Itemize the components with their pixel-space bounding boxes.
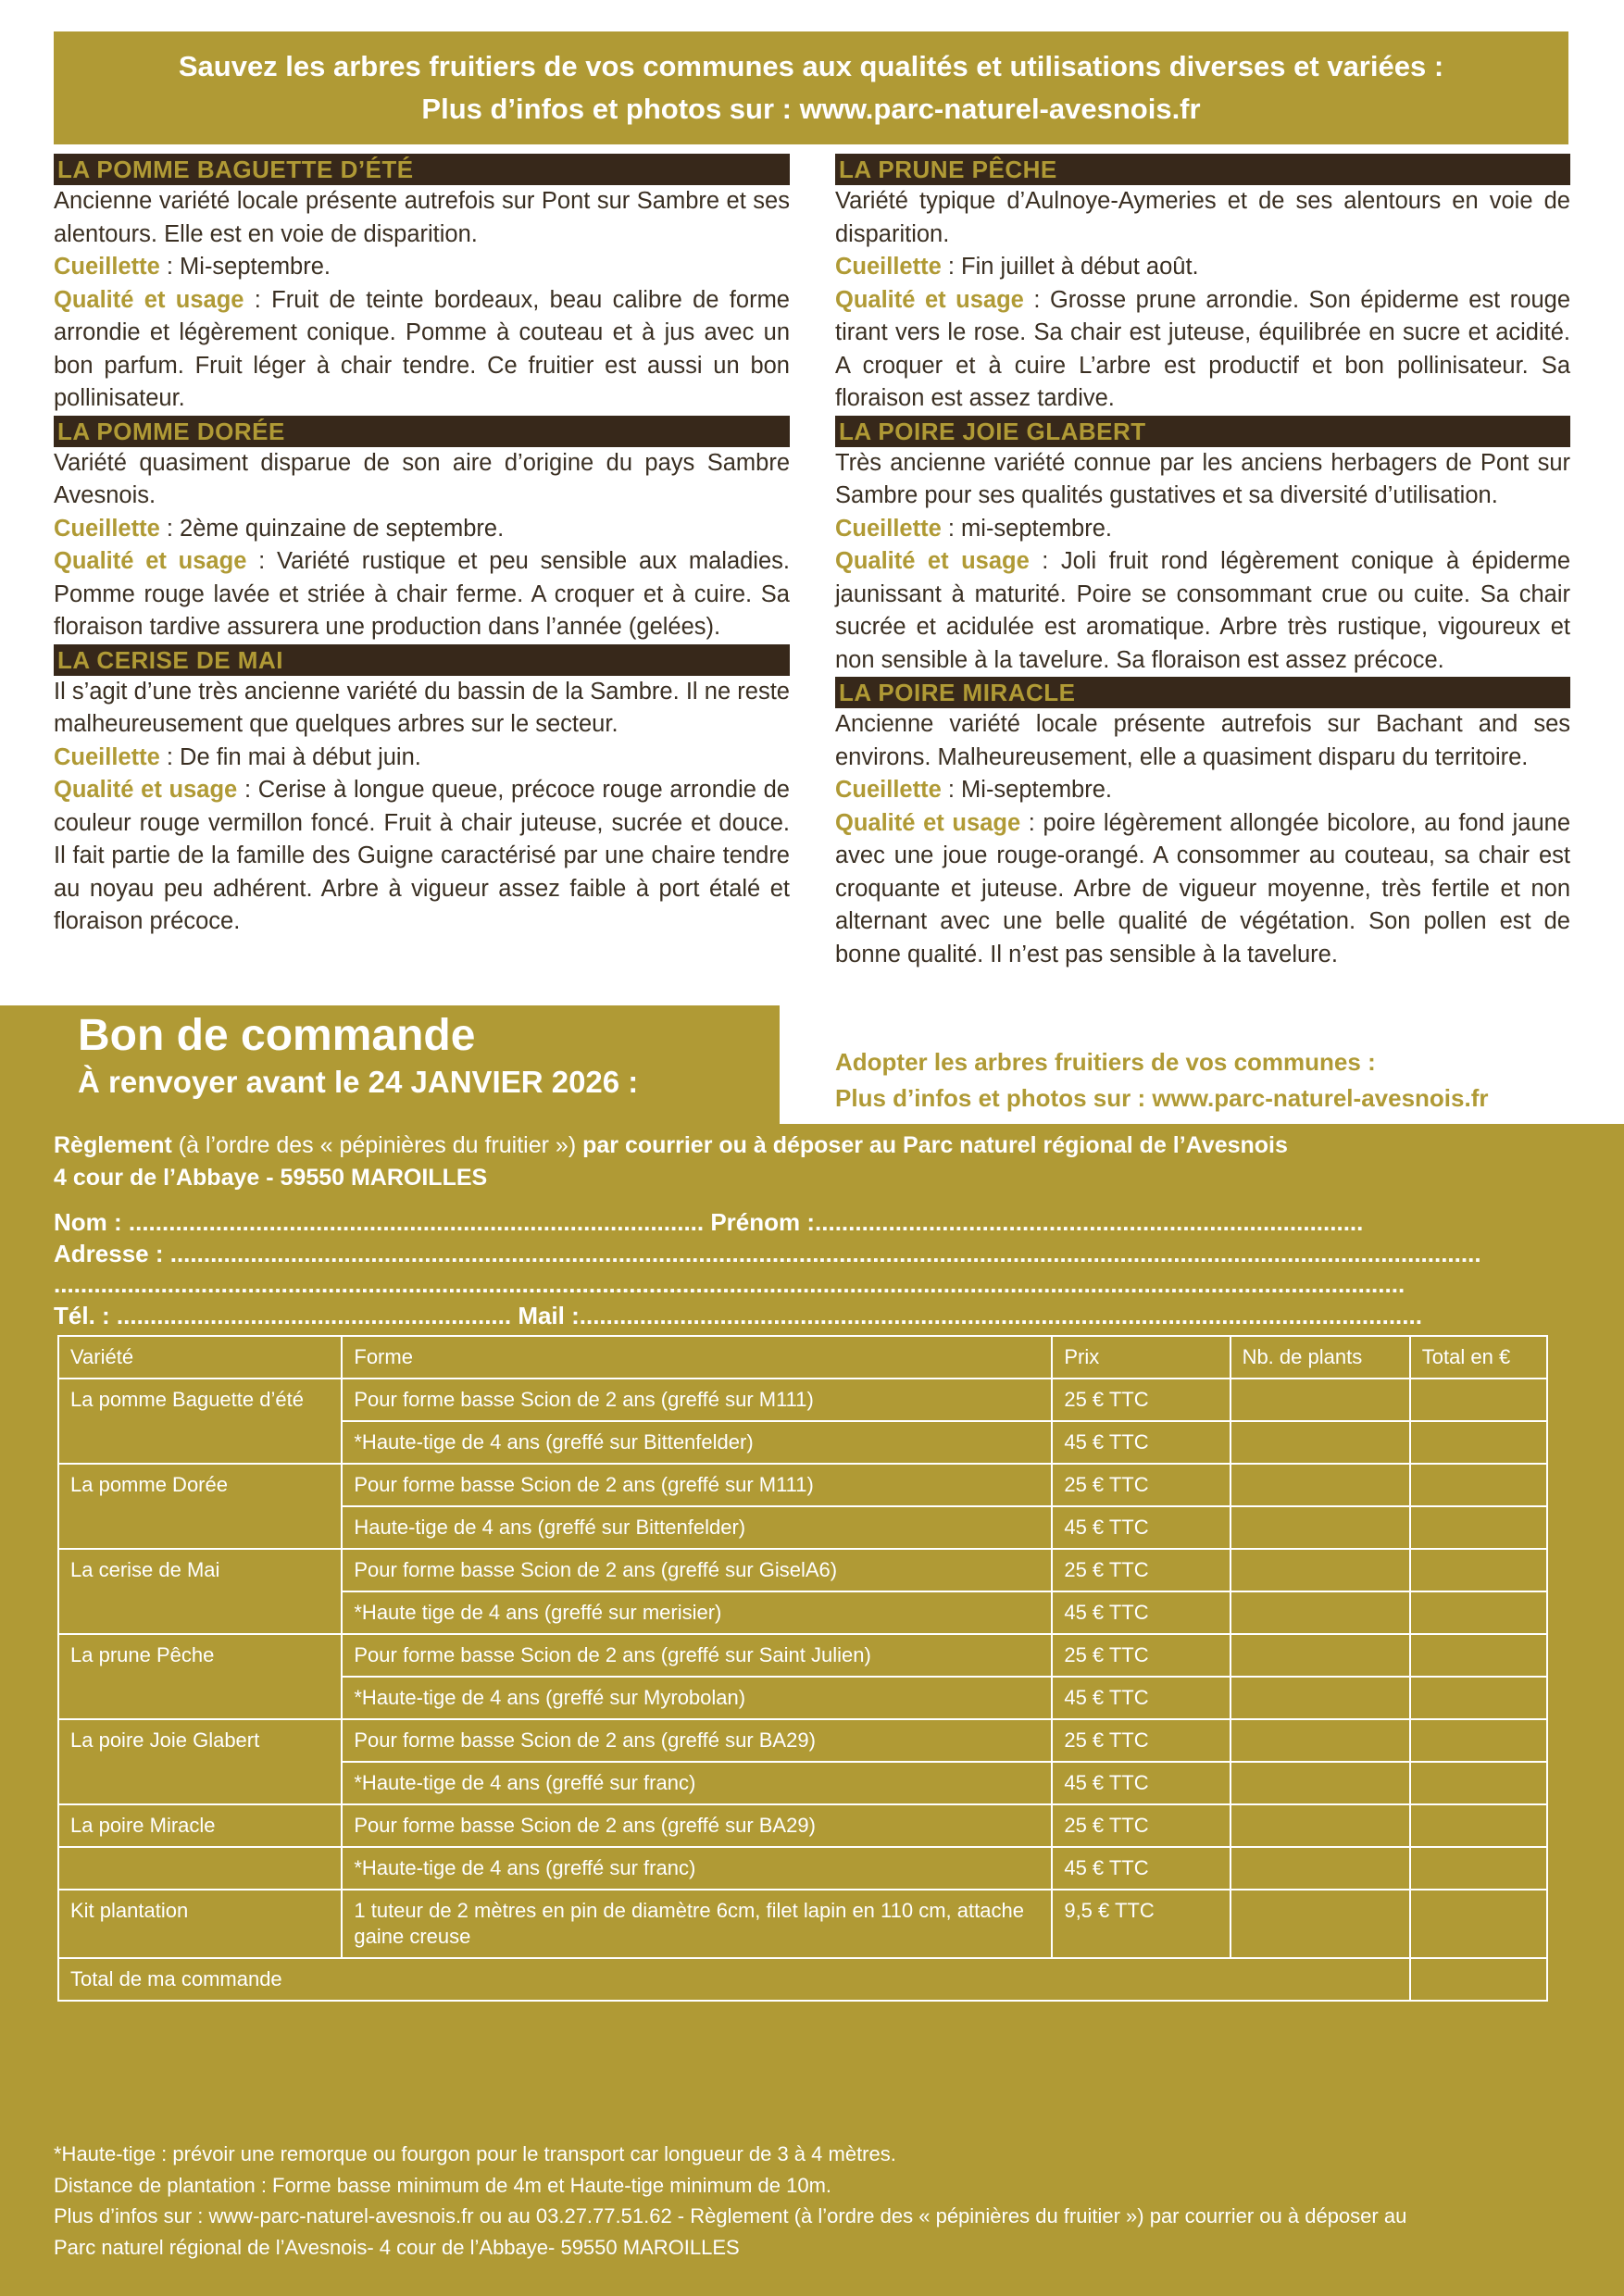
- cueillette-value: : Mi-septembre.: [941, 777, 1112, 803]
- section-title: LA POMME BAGUETTE D’ÉTÉ: [54, 154, 790, 185]
- nb-plants-cell[interactable]: [1230, 1506, 1410, 1549]
- nb-plants-cell[interactable]: [1230, 1890, 1410, 1958]
- table-row: [58, 1719, 1547, 1762]
- header-prix: Prix: [1052, 1336, 1230, 1379]
- total-cell[interactable]: [1410, 1677, 1547, 1719]
- prix-cell: 45 € TTC: [1052, 1847, 1230, 1890]
- adopt-line-1: Adopter les arbres fruitiers de vos communes :: [835, 1048, 1376, 1076]
- section-intro: Variété typique d’Aulnoye-Aymeries et de ses alentours en voie de disparition.: [835, 188, 1570, 247]
- forme-cell: *Haute tige de 4 ans (greffé sur merisier): [342, 1591, 1052, 1634]
- payment-line-1: [54, 1129, 1581, 1162]
- field-nom-prenom[interactable]: Nom : ...................................................................................... Prénom :..................................................................................: [54, 1208, 1364, 1236]
- total-cell[interactable]: [1410, 1421, 1547, 1464]
- section-title: LA CERISE DE MAI: [54, 644, 790, 676]
- section-title: LA PRUNE PÊCHE: [835, 154, 1570, 185]
- variete-cell: La poire Miracle: [58, 1804, 342, 1847]
- note-line: Parc naturel régional de l’Avesnois- 4 cour de l’Abbaye- 59550 MAROILLES: [54, 2235, 740, 2259]
- forme-cell: *Haute-tige de 4 ans (greffé sur franc): [342, 1847, 1052, 1890]
- cueillette-line: [54, 513, 790, 546]
- section-intro: Variété quasiment disparue de son aire d’origine du pays Sambre Avesnois.: [54, 449, 790, 508]
- variete-cell: La prune Pêche: [58, 1634, 342, 1719]
- total-cell[interactable]: [1410, 1719, 1547, 1762]
- table-row-kit: [58, 1890, 1547, 1958]
- variete-cell: Kit plantation: [58, 1890, 342, 1958]
- section-poire-miracle: [835, 677, 1570, 971]
- section-title: LA POIRE MIRACLE: [835, 677, 1570, 708]
- cueillette-line: [54, 251, 790, 284]
- forme-cell: Pour forme basse Scion de 2 ans (greffé sur BA29): [342, 1719, 1052, 1762]
- variete-cell: La pomme Baguette d’été: [58, 1379, 342, 1464]
- table-header-row: [58, 1336, 1547, 1379]
- variete-cell: La poire Joie Glabert: [58, 1719, 342, 1804]
- right-column: [835, 154, 1570, 971]
- adopt-line-2: Plus d’infos et photos sur : www.parc-naturel-avesnois.fr: [835, 1084, 1489, 1112]
- forme-cell: Pour forme basse Scion de 2 ans (greffé sur GiselA6): [342, 1549, 1052, 1591]
- total-cell[interactable]: [1410, 1634, 1547, 1677]
- prix-cell: 25 € TTC: [1052, 1719, 1230, 1762]
- order-deadline: À renvoyer avant le 24 JANVIER 2026 :: [78, 1065, 639, 1099]
- prix-cell: 25 € TTC: [1052, 1634, 1230, 1677]
- cueillette-value: : 2ème quinzaine de septembre.: [159, 515, 505, 542]
- adopt-notice: [835, 1044, 1488, 1117]
- section-prune-peche: [835, 154, 1570, 416]
- cueillette-value: : mi-septembre.: [941, 515, 1112, 542]
- table-row: [58, 1804, 1547, 1847]
- forme-cell: Pour forme basse Scion de 2 ans (greffé sur M111): [342, 1464, 1052, 1506]
- payment-order-to: (à l’ordre des « pépinières du fruitier »): [171, 1132, 583, 1158]
- qualite-value: : Grosse prune arrondie. Son épiderme est rouge tirant vers le rose. Sa chair est juteuse, équilibrée en sucre et acidité. A croquer et à cuire L’arbre est productif et bon pollinisateur. Sa floraison est assez tardive.: [835, 286, 1570, 411]
- grand-total-cell[interactable]: [1410, 1958, 1547, 2001]
- qualite-label: Qualité et usage: [835, 809, 1021, 836]
- qualite-value: : Cerise à longue queue, précoce rouge arrondie de couleur rouge vermillon foncé. Fruit à chair juteuse, sucrée et douce. Il fait partie de la famille des Guigne caractérisé par une chaire tendre au noyau peu adhérent. Arbre à vigueur assez faible à port étalé et floraison précoce.: [54, 777, 790, 934]
- cueillette-label: Cueillette: [54, 515, 160, 542]
- section-title: LA POMME DORÉE: [54, 416, 790, 447]
- qualite-label: Qualité et usage: [54, 286, 244, 313]
- qualite-line: [54, 545, 790, 644]
- table-row: [58, 1464, 1547, 1506]
- cueillette-value: : Fin juillet à début août.: [941, 254, 1199, 280]
- section-pomme-baguette: [54, 154, 790, 416]
- table-row-total: [58, 1958, 1547, 2001]
- cueillette-label: Cueillette: [54, 743, 160, 770]
- order-title: Bon de commande: [78, 1011, 476, 1060]
- nb-plants-cell[interactable]: [1230, 1719, 1410, 1762]
- total-cell[interactable]: [1410, 1549, 1547, 1591]
- forme-cell: Pour forme basse Scion de 2 ans (greffé sur M111): [342, 1379, 1052, 1421]
- nb-plants-cell[interactable]: [1230, 1804, 1410, 1847]
- nb-plants-cell[interactable]: [1230, 1421, 1410, 1464]
- note-line: *Haute-tige : prévoir une remorque ou fourgon pour le transport car longueur de 3 à 4 mètres.: [54, 2142, 896, 2165]
- qualite-value: : Variété rustique et peu sensible aux maladies. Pomme rouge lavée et striée à chair ferme. A croquer et à cuire. Sa floraison tardive assurera une production dans l’année (gelées).: [54, 548, 790, 640]
- prix-cell: 45 € TTC: [1052, 1421, 1230, 1464]
- note-line: Distance de plantation : Forme basse minimum de 4m et Haute-tige minimum de 10m.: [54, 2173, 832, 2197]
- field-adresse-continued[interactable]: ..........................................................................................................................................................................................................: [54, 1270, 1405, 1298]
- cueillette-label: Cueillette: [835, 254, 942, 280]
- forme-cell: Haute-tige de 4 ans (greffé sur Bittenfelder): [342, 1506, 1052, 1549]
- prix-cell: 45 € TTC: [1052, 1762, 1230, 1804]
- forme-cell: *Haute-tige de 4 ans (greffé sur Bittenfelder): [342, 1421, 1052, 1464]
- field-adresse[interactable]: Adresse : ....................................................................................................................................................................................................: [54, 1239, 1481, 1267]
- prix-cell: 25 € TTC: [1052, 1379, 1230, 1421]
- forme-cell: Pour forme basse Scion de 2 ans (greffé sur BA29): [342, 1804, 1052, 1847]
- payment-instructions: [54, 1129, 1581, 1194]
- total-cell[interactable]: [1410, 1804, 1547, 1847]
- section-poire-joie-glabert: [835, 416, 1570, 678]
- prix-cell: 9,5 € TTC: [1052, 1890, 1230, 1958]
- total-cell[interactable]: [1410, 1464, 1547, 1506]
- qualite-label: Qualité et usage: [835, 548, 1030, 574]
- customer-fields: [54, 1207, 1572, 1331]
- nb-plants-cell[interactable]: [1230, 1847, 1410, 1890]
- payment-address: 4 cour de l’Abbaye - 59550 MAROILLES: [54, 1165, 488, 1191]
- variete-cell: La cerise de Mai: [58, 1549, 342, 1634]
- banner-line-1: Sauvez les arbres fruitiers de vos communes aux qualités et utilisations diverses et variées :: [178, 50, 1444, 82]
- cueillette-line: [835, 251, 1570, 284]
- cueillette-line: [835, 513, 1570, 546]
- nb-plants-cell[interactable]: [1230, 1677, 1410, 1719]
- total-label: Total de ma commande: [58, 1958, 1410, 2001]
- header-nb-plants: Nb. de plants: [1230, 1336, 1410, 1379]
- cueillette-label: Cueillette: [835, 777, 942, 803]
- qualite-line: [835, 284, 1570, 416]
- total-cell[interactable]: [1410, 1762, 1547, 1804]
- table-row: [58, 1634, 1547, 1677]
- nb-plants-cell[interactable]: [1230, 1634, 1410, 1677]
- nb-plants-cell[interactable]: [1230, 1379, 1410, 1421]
- left-column: [54, 154, 790, 939]
- header-forme: Forme: [342, 1336, 1052, 1379]
- section-intro: Très ancienne variété connue par les anciens herbagers de Pont sur Sambre pour ses qualités gustatives et sa diversité d’utilisation.: [835, 449, 1570, 508]
- table-row: [58, 1379, 1547, 1421]
- table-row: [58, 1549, 1547, 1591]
- section-intro: Ancienne variété locale présente autrefois sur Bachant and ses environs. Malheureusement, elle a quasiment disparu du territoire.: [835, 711, 1570, 770]
- qualite-line: [54, 284, 790, 416]
- nb-plants-cell[interactable]: [1230, 1762, 1410, 1804]
- payment-label: Règlement: [54, 1132, 172, 1158]
- prix-cell: 25 € TTC: [1052, 1549, 1230, 1591]
- forme-cell: *Haute-tige de 4 ans (greffé sur franc): [342, 1762, 1052, 1804]
- order-table: [57, 1335, 1548, 2002]
- prix-cell: 45 € TTC: [1052, 1506, 1230, 1549]
- qualite-label: Qualité et usage: [835, 286, 1024, 313]
- cueillette-label: Cueillette: [54, 254, 160, 280]
- section-intro: Il s’agit d’une très ancienne variété du bassin de la Sambre. Il ne reste malheureusement que quelques arbres sur le secteur.: [54, 678, 790, 737]
- cueillette-value: : De fin mai à début juin.: [159, 743, 421, 770]
- total-cell[interactable]: [1410, 1591, 1547, 1634]
- qualite-line: [835, 545, 1570, 677]
- prix-cell: 25 € TTC: [1052, 1464, 1230, 1506]
- qualite-line: [835, 807, 1570, 972]
- cueillette-line: [835, 774, 1570, 807]
- prix-cell: 45 € TTC: [1052, 1591, 1230, 1634]
- payment-method: par courrier ou à déposer au Parc naturel régional de l’Avesnois: [582, 1132, 1288, 1158]
- cueillette-line: [54, 742, 790, 775]
- nb-plants-cell[interactable]: [1230, 1549, 1410, 1591]
- note-line: Plus d’infos sur : www-parc-naturel-avesnois.fr ou au 03.27.77.51.62 - Règlement (à l’ordre des « pépinières du fruitier ») par courrier ou à déposer au: [54, 2204, 1407, 2227]
- field-tel-mail[interactable]: Tél. : ........................................................... Mail :..............................................................................................................................: [54, 1301, 1422, 1329]
- variete-cell-empty: [58, 1847, 342, 1890]
- qualite-value: : Fruit de teinte bordeaux, beau calibre de forme arrondie et légèrement conique. Pomme à couteau et à jus avec un bon parfum. Fruit léger à chair tendre. Ce fruitier est aussi un bon pollinisateur.: [54, 286, 790, 411]
- cueillette-value: : Mi-septembre.: [159, 254, 331, 280]
- total-cell[interactable]: [1410, 1379, 1547, 1421]
- prix-cell: 45 € TTC: [1052, 1677, 1230, 1719]
- qualite-value: : Joli fruit rond légèrement conique à épiderme jaunissant à maturité. Poire se consommant crue ou cuite. Sa chair sucrée et acidulée est aromatique. Arbre très rustique, vigoureux et non sensible à la tavelure. Sa floraison est assez précoce.: [835, 548, 1570, 673]
- header-total: Total en €: [1410, 1336, 1547, 1379]
- footer-notes: [54, 2139, 1572, 2263]
- qualite-value: : poire légèrement allongée bicolore, au fond jaune avec une joue rouge-orangé. A consommer au couteau, sa chair est croquante et juteuse. Arbre de vigueur moyenne, très fertile et non alternant avec une belle qualité de végétation. Son pollen est de bonne qualité. Il n’est pas sensible à la tavelure.: [835, 809, 1570, 967]
- total-cell[interactable]: [1410, 1890, 1547, 1958]
- top-banner: [54, 31, 1568, 144]
- cueillette-label: Cueillette: [835, 515, 942, 542]
- forme-cell: Pour forme basse Scion de 2 ans (greffé sur Saint Julien): [342, 1634, 1052, 1677]
- nb-plants-cell[interactable]: [1230, 1591, 1410, 1634]
- prix-cell: 25 € TTC: [1052, 1804, 1230, 1847]
- section-cerise-de-mai: [54, 644, 790, 939]
- qualite-line: [54, 774, 790, 939]
- forme-cell: 1 tuteur de 2 mètres en pin de diamètre 6cm, filet lapin en 110 cm, attache gaine creuse: [342, 1890, 1052, 1958]
- total-cell[interactable]: [1410, 1847, 1547, 1890]
- section-title: LA POIRE JOIE GLABERT: [835, 416, 1570, 447]
- section-pomme-doree: [54, 416, 790, 644]
- nb-plants-cell[interactable]: [1230, 1464, 1410, 1506]
- table-row: [58, 1847, 1547, 1890]
- variete-cell: La pomme Dorée: [58, 1464, 342, 1549]
- forme-cell: *Haute-tige de 4 ans (greffé sur Myrobolan): [342, 1677, 1052, 1719]
- header-variete: Variété: [58, 1336, 342, 1379]
- section-intro: Ancienne variété locale présente autrefois sur Pont sur Sambre et ses alentours. Elle est en voie de disparition.: [54, 188, 790, 247]
- qualite-label: Qualité et usage: [54, 777, 238, 803]
- banner-line-2: Plus d’infos et photos sur : www.parc-naturel-avesnois.fr: [421, 93, 1201, 125]
- total-cell[interactable]: [1410, 1506, 1547, 1549]
- qualite-label: Qualité et usage: [54, 548, 247, 574]
